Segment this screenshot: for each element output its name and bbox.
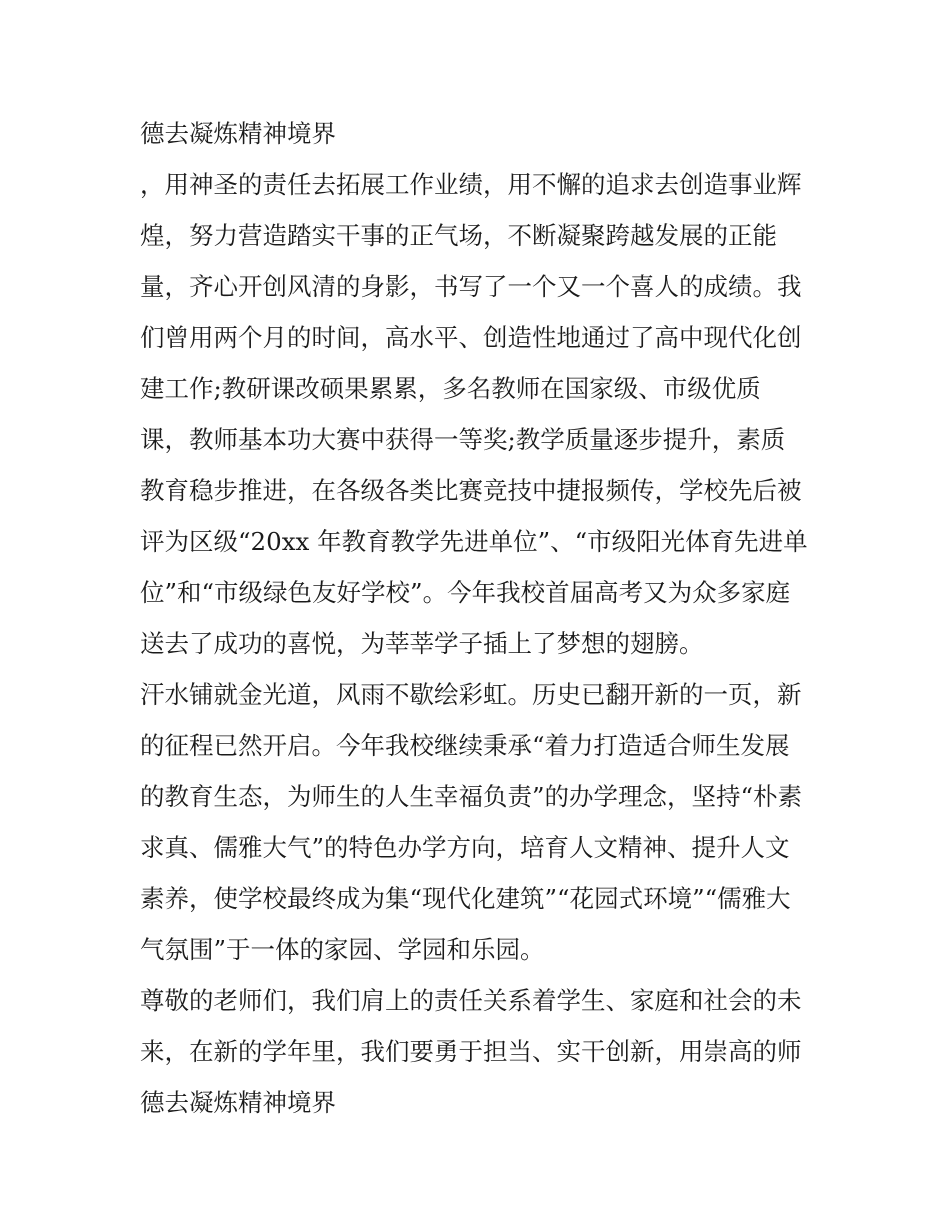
- text-line: 位”和“市级绿色友好学校”。今年我校首届高考又为众多家庭: [140, 578, 791, 607]
- text-line: 求真、儒雅大气”的特色办学方向，培育人文精神、提升人文: [140, 833, 790, 862]
- text-line: 量，齐心开创风清的身影，书写了一个又一个喜人的成绩。我: [140, 272, 802, 301]
- text-line: 汗水铺就金光道，风雨不歇绘彩虹。历史已翻开新的一页，新: [140, 680, 802, 709]
- text-line: 建工作;教研课改硕果累累，多名教师在国家级、市级优质: [140, 374, 761, 403]
- text-line: 德去凝炼精神境界: [140, 1088, 336, 1117]
- text-line: 气氛围”于一体的家园、学园和乐园。: [140, 935, 545, 964]
- document-body: [140, 108, 820, 1128]
- text-line: 送去了成功的喜悦，为莘莘学子插上了梦想的翅膀。: [140, 629, 704, 658]
- text-line: 的教育生态，为师生的人生幸福负责”的办学理念，坚持“朴素: [140, 782, 803, 811]
- text-line: ，用神圣的责任去拓展工作业绩，用不懈的追求去创造事业辉: [140, 170, 802, 199]
- text-line: 的征程已然开启。今年我校继续秉承“着力打造适合师生发展: [140, 731, 790, 760]
- text-line: 德去凝炼精神境界: [140, 119, 336, 148]
- text-line: 课，教师基本功大赛中获得一等奖;教学质量逐步提升，素质: [140, 425, 786, 454]
- text-line: 素养，使学校最终成为集“现代化建筑”“花园式环境”“儒雅大: [140, 884, 791, 913]
- text-line: 来，在新的学年里，我们要勇于担当、实干创新，用崇高的师: [140, 1037, 802, 1066]
- text-line: 们曾用两个月的时间，高水平、创造性地通过了高中现代化创: [140, 323, 802, 352]
- text-line: 教育稳步推进，在各级各类比赛竞技中捷报频传，学校先后被: [140, 476, 802, 505]
- text-line: 煌，努力营造踏实干事的正气场，不断凝聚跨越发展的正能: [140, 221, 777, 250]
- text-line: 评为区级“20xx 年教育教学先进单位”、“市级阳光体育先进单: [140, 527, 808, 556]
- text-line: 尊敬的老师们，我们肩上的责任关系着学生、家庭和社会的未: [140, 986, 802, 1015]
